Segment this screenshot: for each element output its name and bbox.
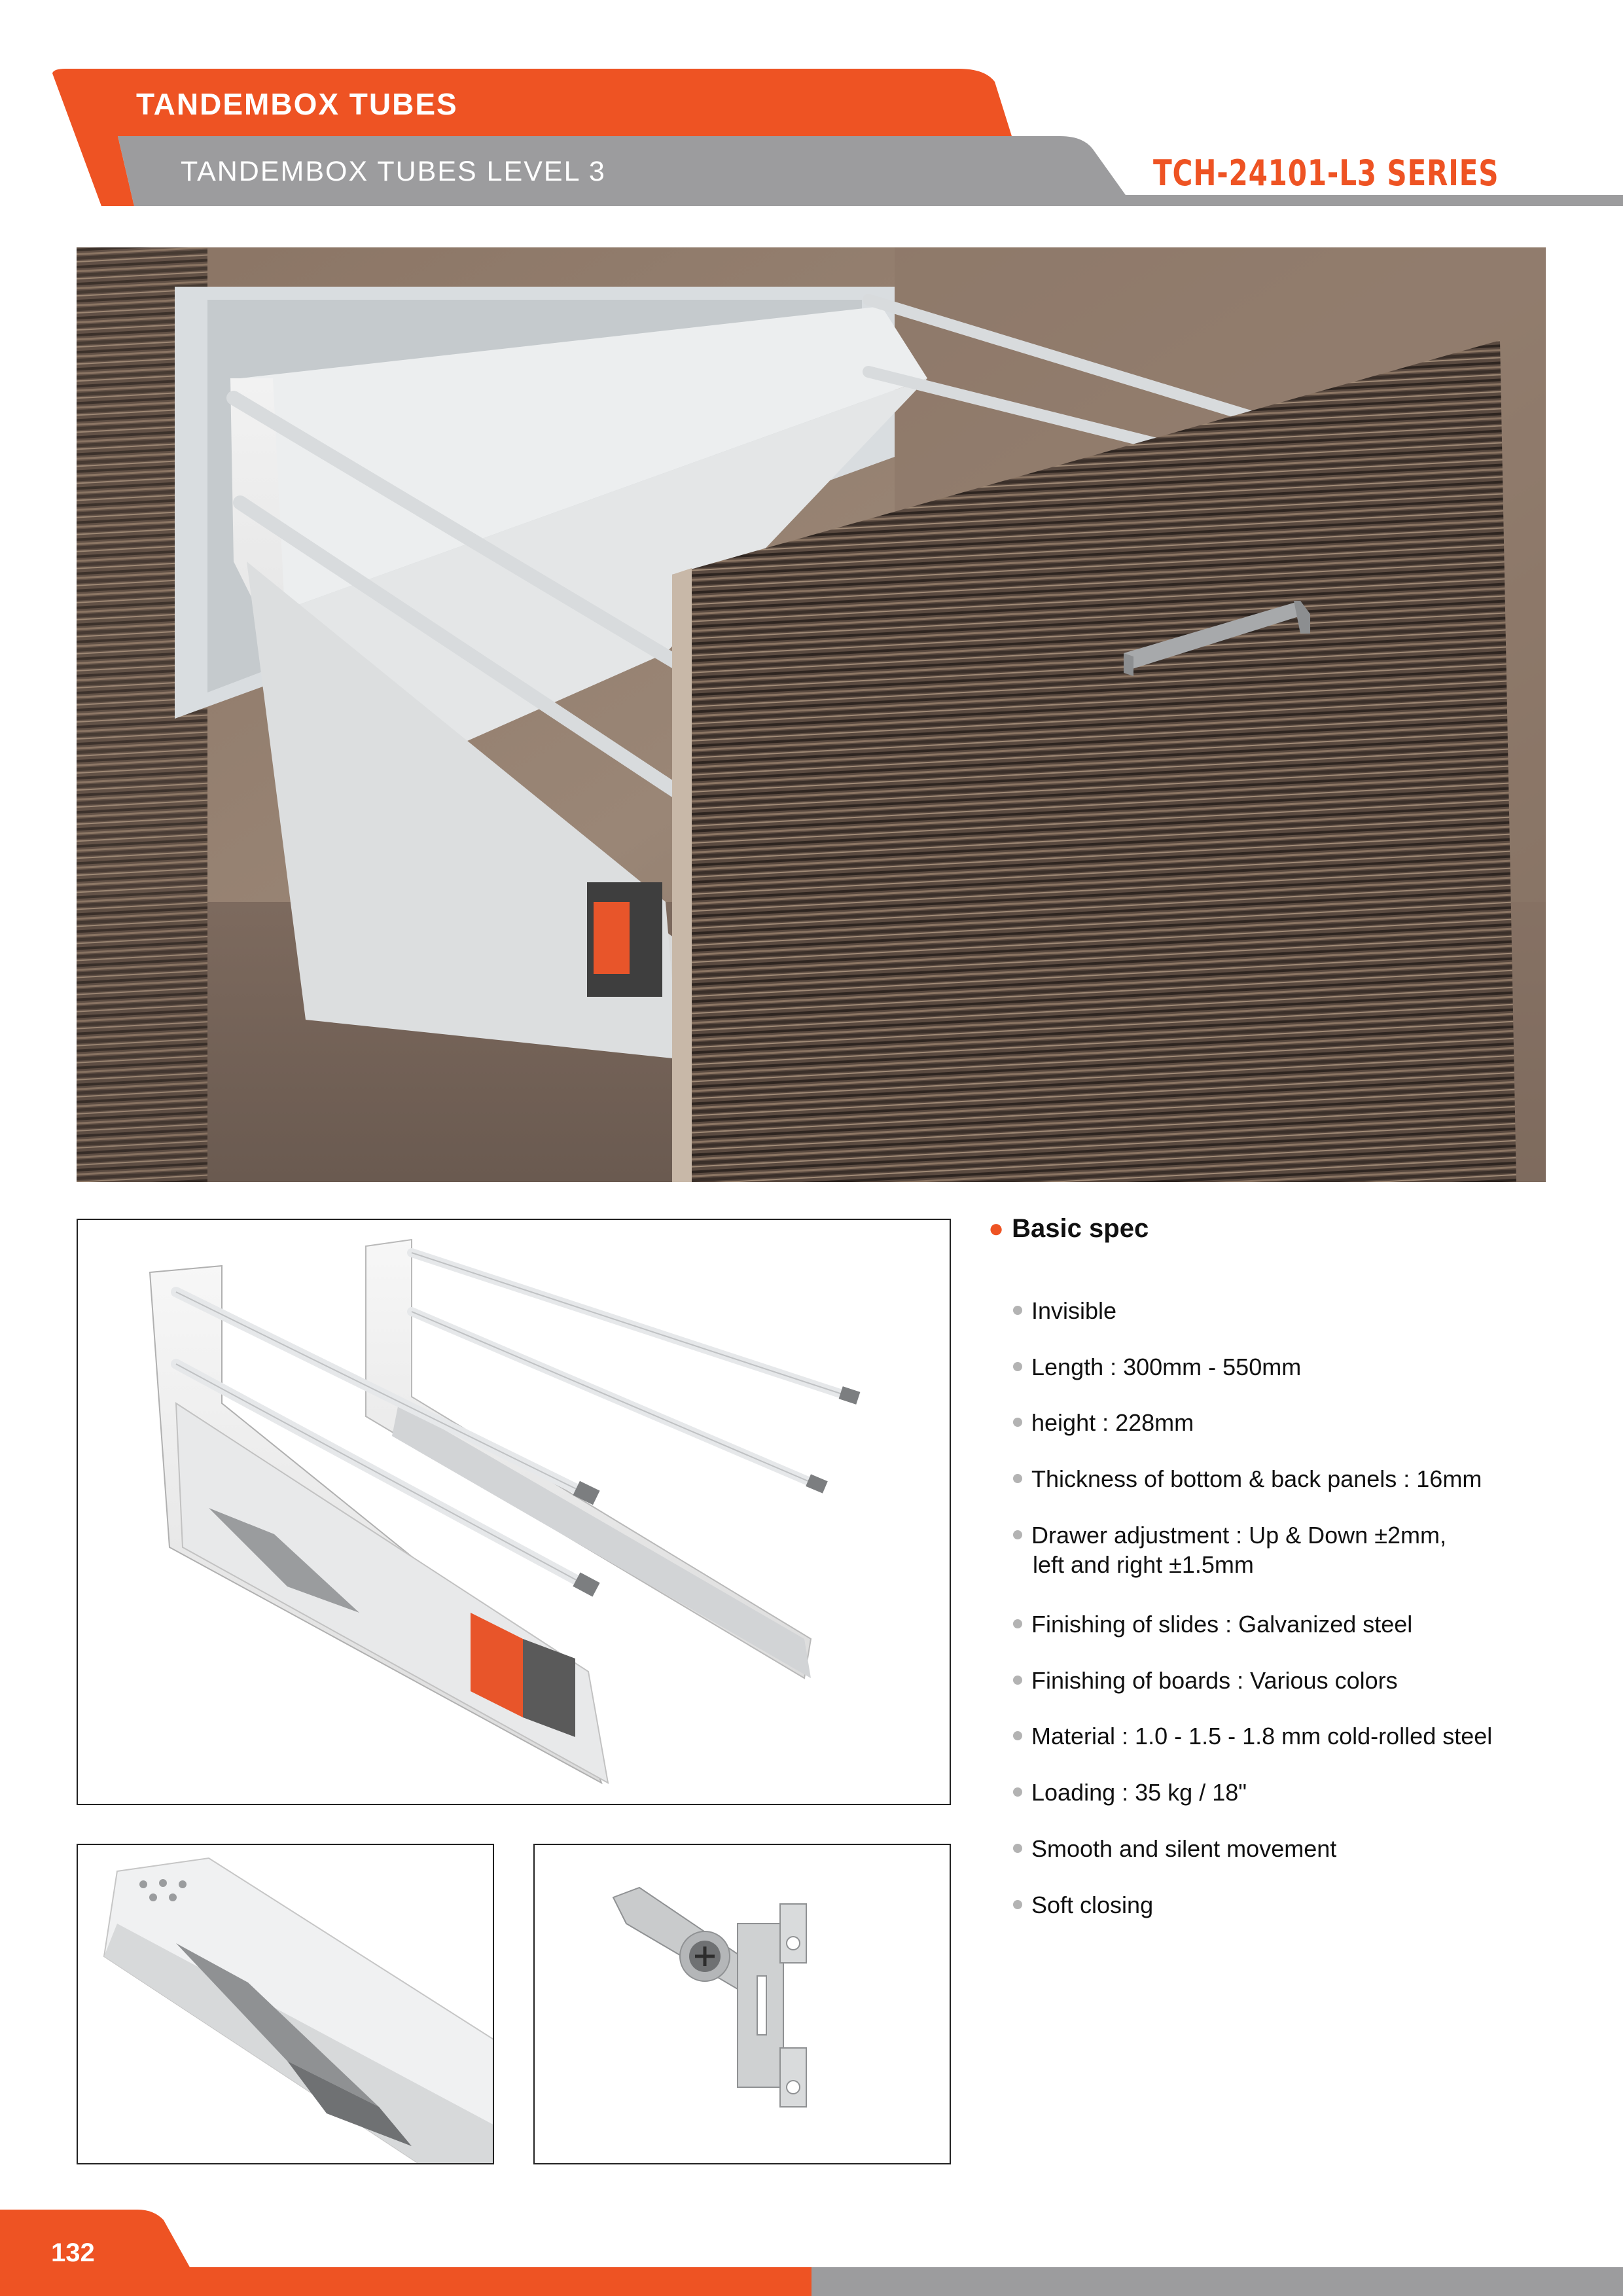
bullet-icon: [1013, 1418, 1022, 1427]
spec-heading-label: Basic spec: [1012, 1214, 1149, 1243]
spec-item-text: Soft closing: [1031, 1892, 1154, 1918]
spec-item-text: Thickness of bottom & back panels : 16mm: [1031, 1465, 1482, 1492]
drawer-sides-image: [78, 1220, 950, 1804]
spec-item-text: Material : 1.0 - 1.5 - 1.8 mm cold-rolled steel: [1031, 1723, 1493, 1749]
series-code: TCH-24101-L3 SERIES: [1153, 152, 1499, 194]
spec-item: [1013, 1609, 1412, 1639]
footer-band: [0, 2207, 1623, 2296]
bullet-icon: [1013, 1530, 1022, 1539]
spec-item-text: Drawer adjustment : Up & Down ±2mm,: [1031, 1522, 1446, 1549]
bullet-icon: [1013, 1900, 1022, 1909]
hero-photo: [77, 247, 1546, 1182]
spec-item-text: Invisible: [1031, 1297, 1117, 1324]
bullet-icon: [1013, 1474, 1022, 1483]
spec-item-text: Smooth and silent movement: [1031, 1835, 1337, 1862]
spec-heading: [988, 1214, 1149, 1244]
spec-item: [1013, 1296, 1116, 1325]
section-subtitle: TANDEMBOX TUBES LEVEL 3: [181, 156, 606, 187]
spec-item-text: left and right ±1.5mm: [1033, 1551, 1254, 1578]
spec-item: [1013, 1834, 1336, 1863]
product-image-frame: [77, 1219, 951, 1805]
bullet-icon: [1013, 1306, 1022, 1315]
spec-item: [1013, 1520, 1446, 1550]
bullet-icon: [1013, 1619, 1022, 1628]
spec-item-text: Loading : 35 kg / 18": [1031, 1779, 1247, 1806]
bullet-icon: [1013, 1731, 1022, 1740]
page-number: 132: [51, 2238, 95, 2267]
bullet-icon: [1013, 1844, 1022, 1853]
spec-item-text: Finishing of slides : Galvanized steel: [1031, 1611, 1413, 1638]
bullet-icon: ●: [988, 1214, 1005, 1243]
bullet-icon: [1013, 1676, 1022, 1685]
section-title: TANDEMBOX TUBES: [136, 87, 458, 121]
bullet-icon: [1013, 1787, 1022, 1797]
runner-detail-frame: [77, 1844, 494, 2164]
spec-item: [1013, 1890, 1153, 1920]
spec-item-text: Finishing of boards : Various colors: [1031, 1667, 1398, 1694]
bullet-icon: [1013, 1362, 1022, 1371]
spec-item-text: Length : 300mm - 550mm: [1031, 1354, 1302, 1380]
bracket-detail-frame: [533, 1844, 951, 2164]
spec-item-text: height : 228mm: [1031, 1409, 1194, 1436]
spec-item: [1013, 1352, 1301, 1382]
runner-detail-image: [78, 1845, 493, 2163]
bracket-detail-image: [535, 1845, 950, 2163]
spec-item: [1013, 1778, 1247, 1807]
spec-item: [1013, 1666, 1398, 1695]
spec-item: [1013, 1721, 1492, 1751]
spec-item: [1013, 1408, 1194, 1437]
spec-item: [1013, 1464, 1482, 1494]
spec-item-continuation: [1033, 1550, 1254, 1579]
